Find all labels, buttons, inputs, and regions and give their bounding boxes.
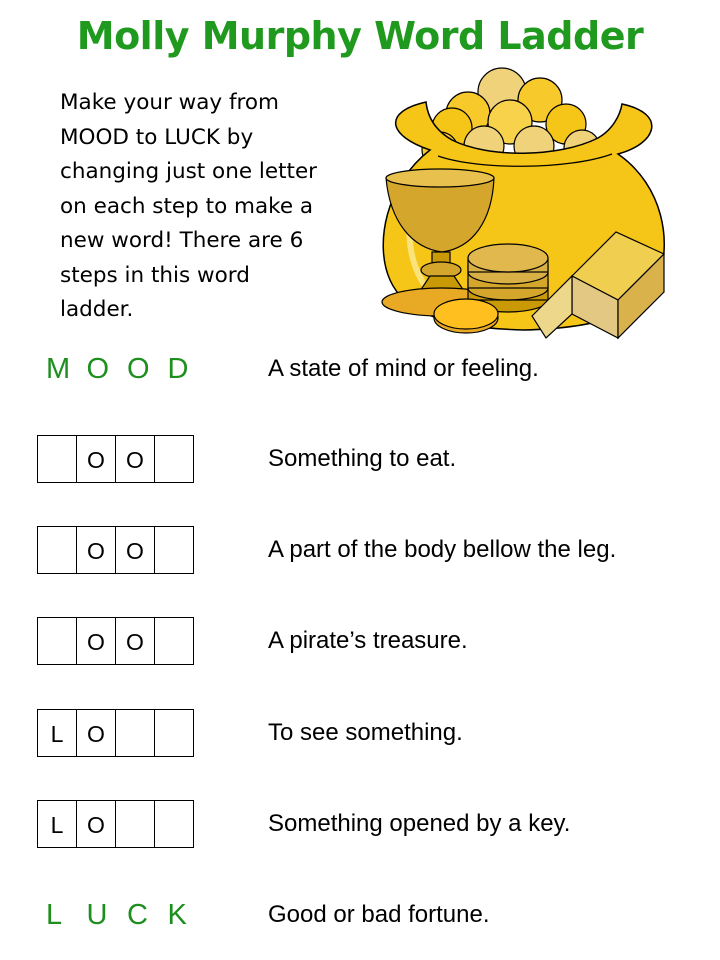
letter-box[interactable]: O bbox=[115, 617, 155, 665]
clue-text: Something opened by a key. bbox=[268, 810, 571, 837]
instructions bbox=[60, 86, 350, 328]
word-letter: O bbox=[86, 353, 110, 385]
ladder-row bbox=[0, 615, 720, 667]
word-letter: K bbox=[167, 899, 187, 931]
instructions-line: on each step to make a bbox=[60, 193, 314, 219]
clue-text: To see something. bbox=[268, 719, 463, 746]
letter-box[interactable]: O bbox=[76, 435, 116, 483]
clue-text: Good or bad fortune. bbox=[268, 901, 490, 928]
instructions-line: changing just one letter bbox=[60, 159, 318, 184]
letter-box[interactable] bbox=[154, 435, 194, 483]
letter-box[interactable] bbox=[115, 800, 155, 848]
letter-box[interactable]: O bbox=[76, 709, 116, 757]
letter-box[interactable] bbox=[37, 617, 77, 665]
word-letter: L bbox=[46, 899, 63, 931]
clue-text: A pirate’s treasure. bbox=[268, 627, 468, 654]
ladder-row bbox=[0, 524, 720, 576]
letter-boxes bbox=[37, 617, 194, 665]
ladder-row bbox=[0, 798, 720, 850]
instructions-line: steps in this word bbox=[60, 262, 250, 288]
letter-boxes bbox=[37, 526, 194, 574]
letter-boxes bbox=[37, 435, 194, 483]
letter-box[interactable]: O bbox=[115, 526, 155, 574]
letter-box[interactable] bbox=[115, 709, 155, 757]
instructions-line: MOOD to LUCK by bbox=[60, 124, 254, 150]
letter-box[interactable]: O bbox=[76, 617, 116, 665]
ladder-row bbox=[0, 707, 720, 759]
word-letter: M bbox=[46, 353, 71, 385]
clue-text: Something to eat. bbox=[268, 445, 457, 472]
instructions-line: new word! There are 6 bbox=[60, 228, 304, 253]
letter-box[interactable] bbox=[154, 526, 194, 574]
letter-box[interactable]: O bbox=[115, 435, 155, 483]
page-title: Molly Murphy Word Ladder bbox=[76, 14, 644, 58]
start-word bbox=[46, 343, 208, 395]
letter-box[interactable]: L bbox=[37, 800, 77, 848]
letter-box[interactable] bbox=[37, 435, 77, 483]
clue-text: A part of the body bellow the leg. bbox=[268, 536, 617, 563]
letter-box[interactable] bbox=[37, 526, 77, 574]
word-letter: C bbox=[127, 899, 148, 931]
letter-box[interactable]: O bbox=[76, 526, 116, 574]
ladder-row bbox=[0, 343, 720, 395]
instructions-line: Make your way from bbox=[60, 90, 279, 115]
word-letter: D bbox=[167, 353, 189, 385]
letter-box[interactable] bbox=[154, 617, 194, 665]
letter-boxes bbox=[37, 800, 194, 848]
ladder-row bbox=[0, 433, 720, 485]
letter-box[interactable]: L bbox=[37, 709, 77, 757]
ladder-row bbox=[0, 889, 720, 941]
letter-box[interactable] bbox=[154, 709, 194, 757]
word-letter: U bbox=[86, 899, 108, 931]
instructions-line: ladder. bbox=[60, 297, 134, 322]
letter-boxes bbox=[37, 709, 194, 757]
word-letter: O bbox=[127, 353, 150, 385]
letter-box[interactable]: O bbox=[76, 800, 116, 848]
pot-of-gold-icon bbox=[368, 66, 678, 342]
clue-text: A state of mind or feeling. bbox=[268, 355, 539, 382]
end-word bbox=[46, 889, 208, 941]
letter-box[interactable] bbox=[154, 800, 194, 848]
